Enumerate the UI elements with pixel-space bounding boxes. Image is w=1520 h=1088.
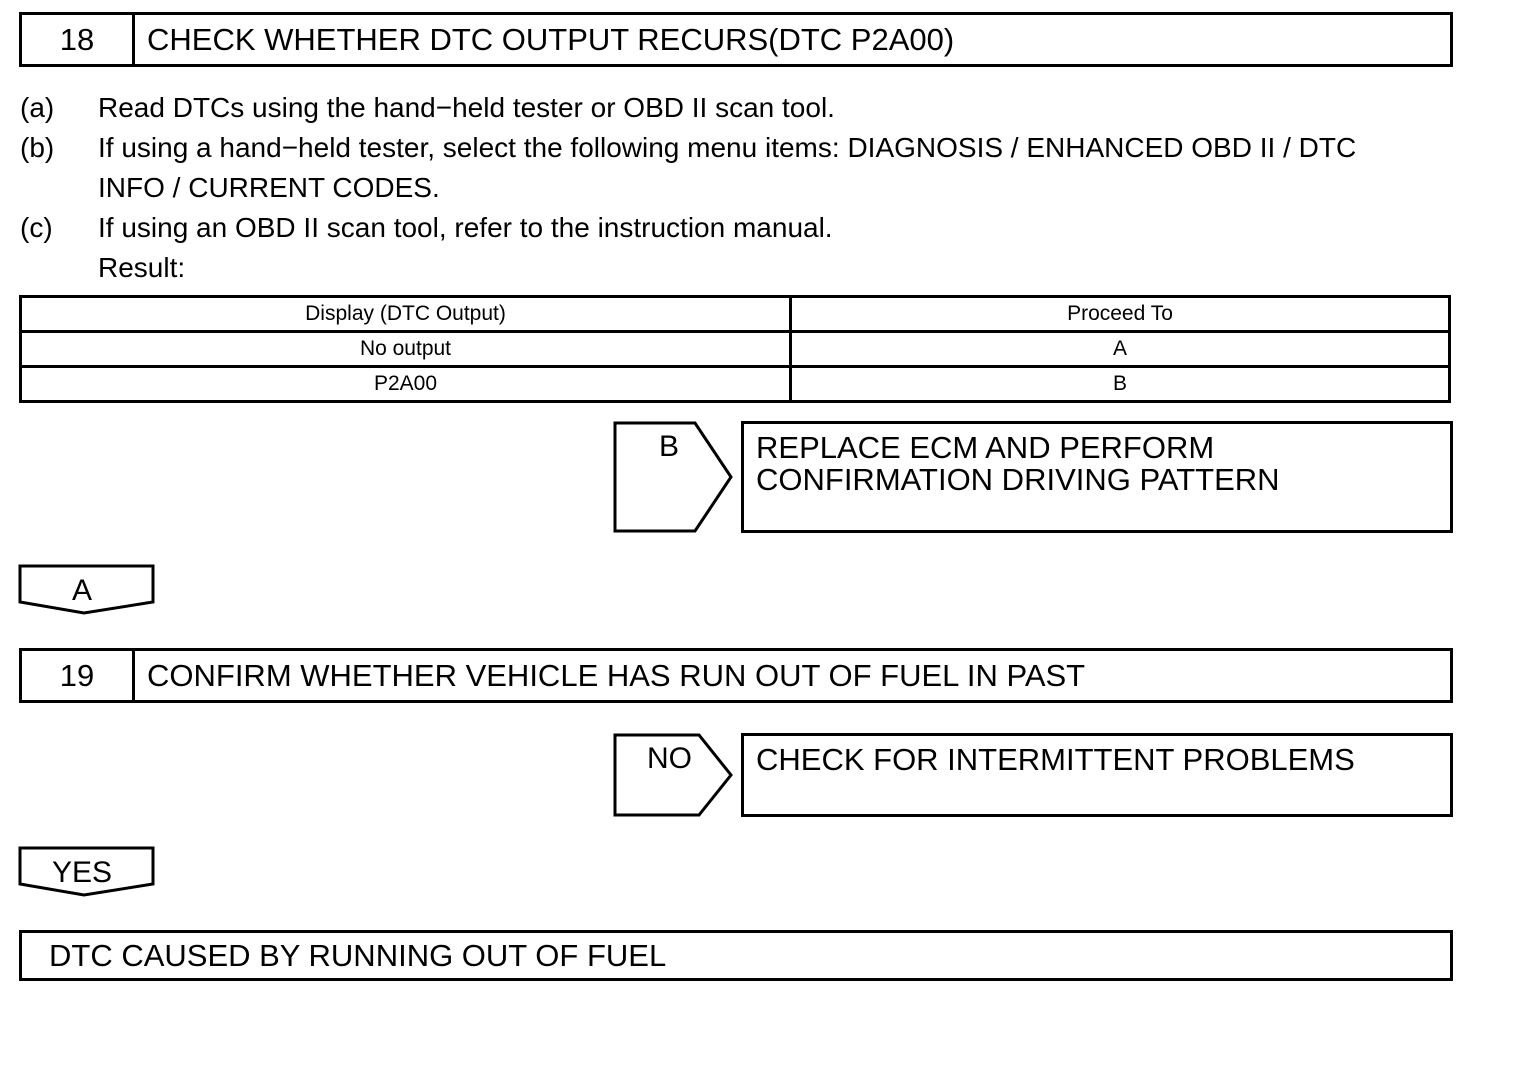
branch-b-result-box [741,421,1453,533]
final-result-text: DTC CAUSED BY RUNNING OUT OF FUEL [49,938,667,973]
instruction-a-label: (a) [20,92,55,123]
step-18-header [19,12,1453,67]
branch-no-result-box [741,733,1453,817]
branch-no-line-1: CHECK FOR INTERMITTENT PROBLEMS [756,742,1355,777]
branch-b-line-2: CONFIRMATION DRIVING PATTERN [756,462,1280,497]
branch-b-line-1: REPLACE ECM AND PERFORM [756,430,1215,465]
branch-b-label: B [659,430,680,463]
step-19-number: 19 [22,651,135,700]
branch-a-label: A [72,574,93,607]
table-header-proceed: Proceed To [791,297,1450,332]
table-cell: A [791,332,1450,367]
table-header-row [21,297,1450,332]
branch-no-label: NO [647,742,692,775]
step-18-number: 18 [22,15,135,64]
step-19-title: CONFIRM WHETHER VEHICLE HAS RUN OUT OF FUEL IN PAST [147,658,1086,693]
instruction-b-text: If using a hand−held tester, select the following menu items: DIAGNOSIS / ENHANCED OBD II / DTC [98,132,1357,163]
instruction-c-text: If using an OBD II scan tool, refer to the instruction manual. [98,212,833,243]
instruction-a-text: Read DTCs using the hand−held tester or OBD II scan tool. [98,92,835,123]
final-result-box [19,930,1453,981]
result-label-text: Result: [98,252,186,283]
table-cell: B [791,367,1450,402]
table-row [21,332,1450,367]
table-cell: No output [21,332,791,367]
branch-yes-label: YES [52,856,113,889]
instruction-c-label: (c) [20,212,53,243]
instruction-b-text-2: INFO / CURRENT CODES. [98,172,440,203]
instruction-b-label: (b) [20,132,55,163]
step-19-header [19,648,1453,703]
table-cell: P2A00 [21,367,791,402]
step-18-title: CHECK WHETHER DTC OUTPUT RECURS(DTC P2A00) [147,22,955,57]
table-row [21,367,1450,402]
result-table [19,295,1451,403]
table-header-display: Display (DTC Output) [21,297,791,332]
